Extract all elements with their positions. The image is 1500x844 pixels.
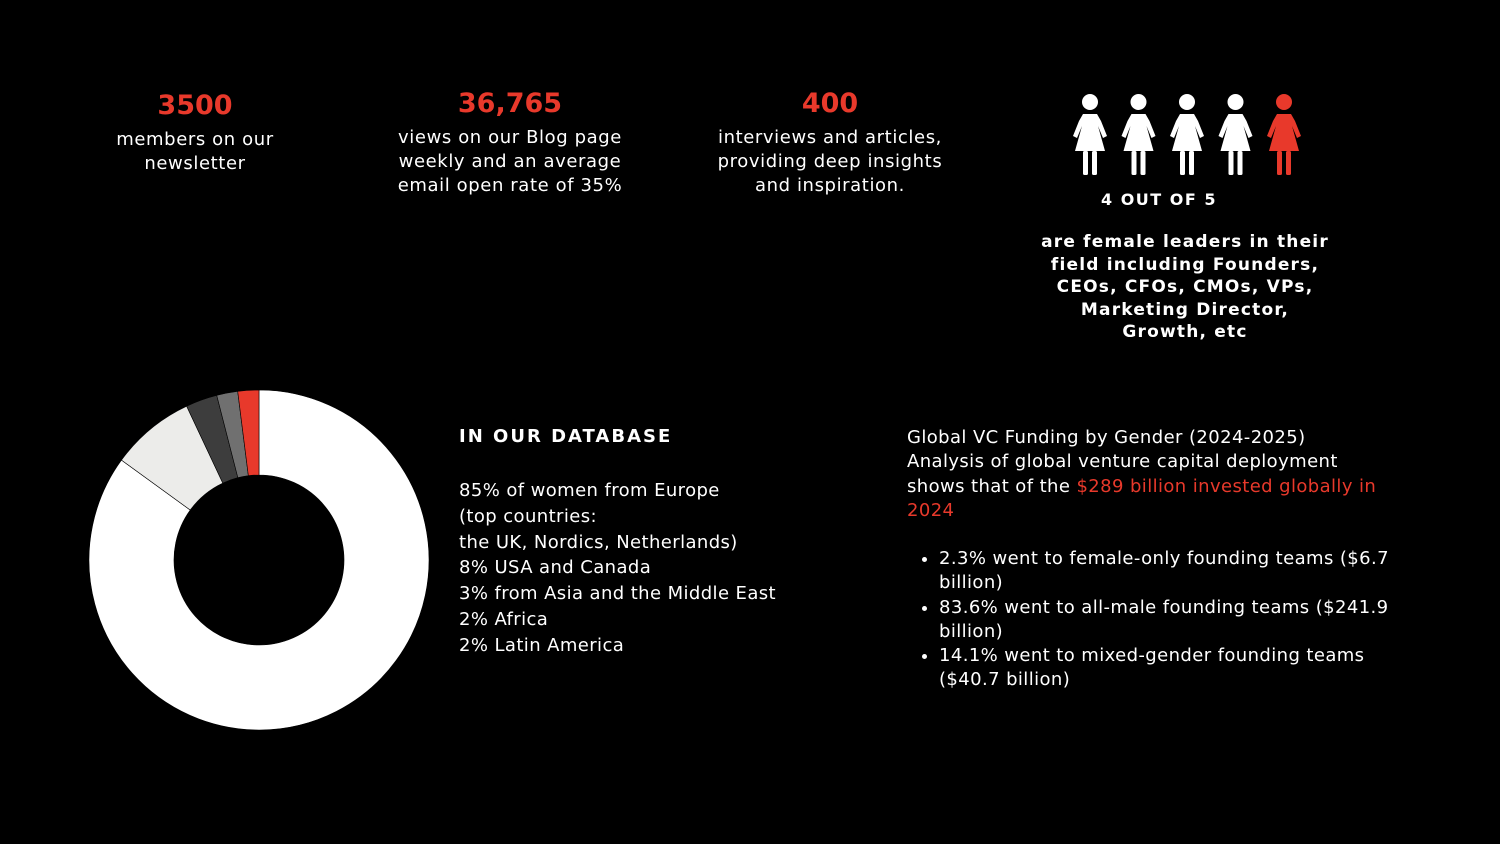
stat-number: 400 xyxy=(801,88,859,119)
leaders-description: are female leaders in their field including Founders, CEOs, CFOs, CMOs, VPs, Marketing Director, Growth, etc xyxy=(1041,232,1329,343)
woman-icon xyxy=(1073,94,1107,175)
vc-bullet: • 14.1% went to mixed-gender founding teams ($40.7 billion) xyxy=(939,644,1429,693)
stat-number: 3500 xyxy=(157,90,233,121)
vc-highlight: $289 billion invested globally in 2024 xyxy=(907,475,1377,521)
woman-icon xyxy=(1267,94,1301,175)
database-line: (top countries: xyxy=(459,505,597,527)
database-line: the UK, Nordics, Netherlands) xyxy=(459,531,738,553)
female-leaders-icons xyxy=(1064,93,1314,179)
vc-intro-text: Analysis of global venture capital deployment shows that of the xyxy=(907,451,1338,497)
stat-description: interviews and articles, providing deep insights and inspiration. xyxy=(717,127,943,196)
database-list xyxy=(459,478,776,659)
woman-icon xyxy=(1170,94,1204,175)
vc-bullet: • 2.3% went to female-only founding teams ($6.7 billion) xyxy=(939,547,1429,596)
stat-description: views on our Blog page weekly and an average email open rate of 35% xyxy=(397,127,623,196)
stat-newsletter xyxy=(95,90,295,176)
stat-description: members on our newsletter xyxy=(116,129,274,174)
vc-funding-summary xyxy=(907,426,1397,523)
database-line: 2% Latin America xyxy=(459,634,625,656)
stat-number: 36,765 xyxy=(457,88,563,119)
leaders-ratio: 4 OUT OF 5 xyxy=(1100,190,1217,209)
database-line: 2% Africa xyxy=(459,608,549,630)
database-line: 85% of women from Europe xyxy=(459,480,720,501)
database-line: 8% USA and Canada xyxy=(459,557,652,579)
database-line: 3% from Asia and the Middle East xyxy=(459,583,776,605)
database-heading: IN OUR DATABASE xyxy=(459,426,673,447)
stat-interviews xyxy=(690,88,970,198)
woman-icon xyxy=(1122,94,1156,175)
vc-intro xyxy=(907,450,1397,523)
stat-blog-views xyxy=(370,88,650,198)
database-donut-chart xyxy=(88,389,430,731)
vc-title: Global VC Funding by Gender (2024-2025) xyxy=(907,427,1306,448)
vc-bullet: • 83.6% went to all-male founding teams ($241.9 billion) xyxy=(939,596,1429,645)
vc-bullet-list xyxy=(907,547,1429,693)
woman-icon xyxy=(1219,94,1253,175)
